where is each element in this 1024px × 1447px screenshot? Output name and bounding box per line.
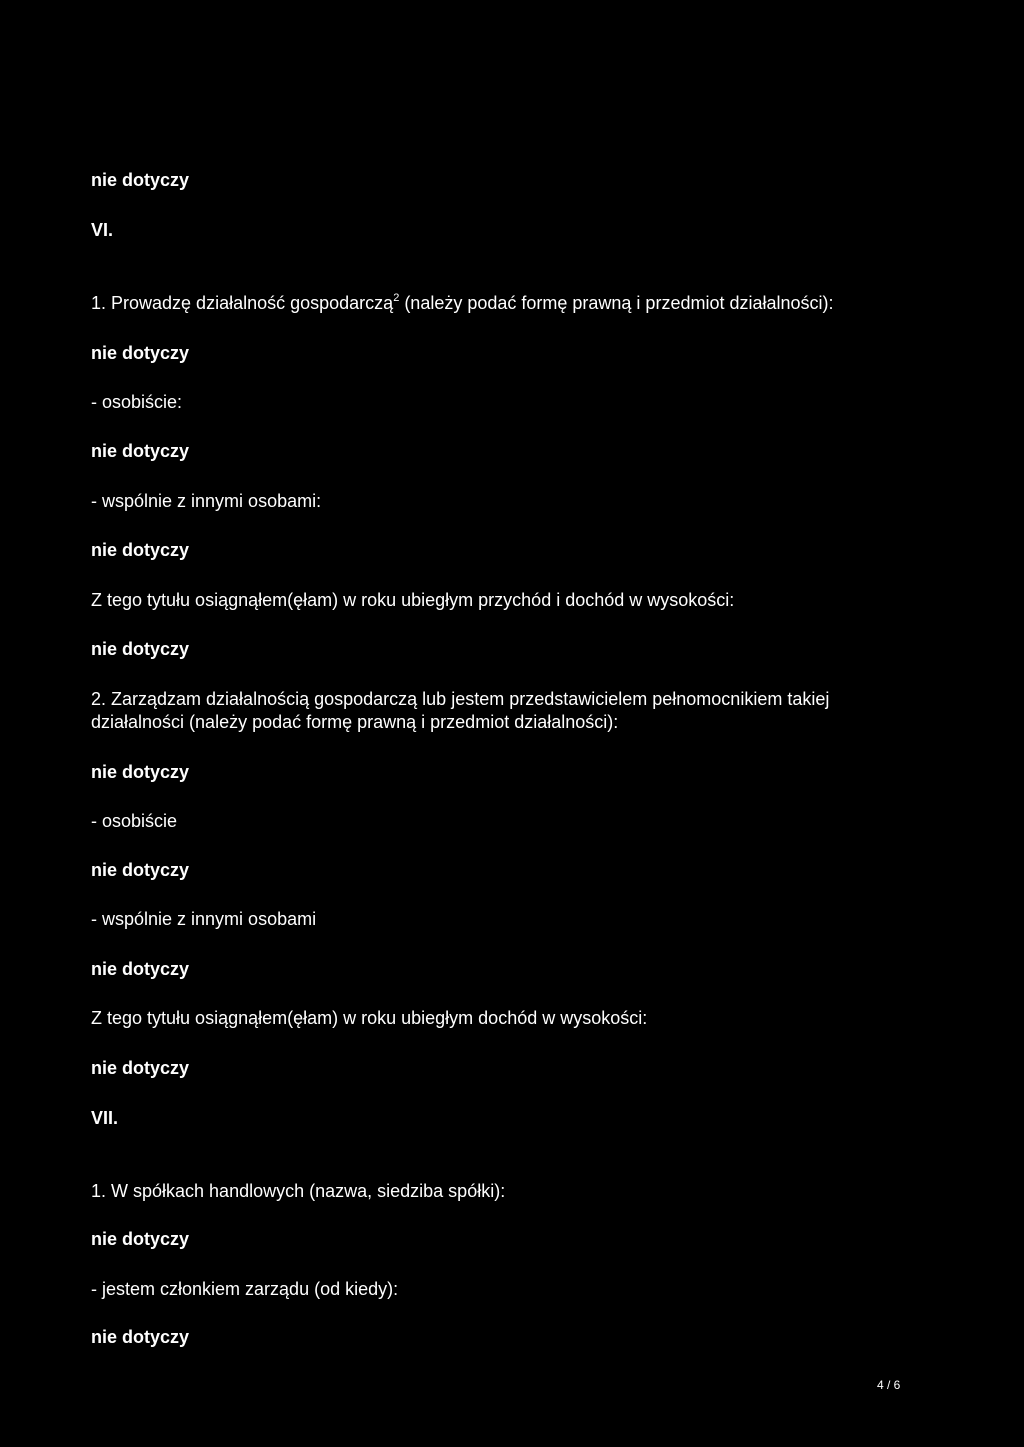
section-vi-item-2-line-2: działalności (należy podać formę prawną i przedmiot działalności): bbox=[91, 712, 619, 732]
answer-text: nie dotyczy bbox=[91, 170, 190, 190]
answer-text: nie dotyczy bbox=[91, 441, 190, 461]
item-1-personal-label: - osobiście: bbox=[91, 392, 183, 412]
item-1-joint-label: - wspólnie z innymi osobami: bbox=[91, 491, 322, 511]
answer-text: nie dotyczy bbox=[91, 639, 190, 659]
answer-text: nie dotyczy bbox=[91, 343, 190, 363]
board-member-label: - jestem członkiem zarządu (od kiedy): bbox=[91, 1279, 399, 1299]
answer-text: nie dotyczy bbox=[91, 959, 190, 979]
section-heading-vi: VI. bbox=[91, 220, 114, 240]
section-vii-item-1: 1. W spółkach handlowych (nazwa, siedziba spółki): bbox=[91, 1181, 506, 1201]
answer-text: nie dotyczy bbox=[91, 1229, 190, 1249]
item-1-text-suffix: (należy podać formę prawną i przedmiot działalności): bbox=[399, 293, 834, 313]
item-2-joint-label: - wspólnie z innymi osobami bbox=[91, 909, 317, 929]
item-1-text: 1. Prowadzę działalność gospodarczą bbox=[91, 293, 394, 313]
section-heading-vii: VII. bbox=[91, 1108, 119, 1128]
footnote-marker: 2 bbox=[393, 292, 400, 304]
section-vi-item-2-line-1: 2. Zarządzam działalnością gospodarczą lub jestem przedstawicielem pełnomocnikiem takiej bbox=[91, 689, 830, 709]
answer-text: nie dotyczy bbox=[91, 762, 190, 782]
answer-text: nie dotyczy bbox=[91, 860, 190, 880]
section-vi-item-1 bbox=[91, 292, 834, 314]
answer-text: nie dotyczy bbox=[91, 540, 190, 560]
item-2-personal-label: - osobiście bbox=[91, 811, 178, 831]
answer-text: nie dotyczy bbox=[91, 1327, 190, 1347]
page-number: 4 / 6 bbox=[877, 1378, 901, 1392]
item-1-income-label: Z tego tytułu osiągnąłem(ęłam) w roku ubiegłym przychód i dochód w wysokości: bbox=[91, 590, 735, 610]
answer-text: nie dotyczy bbox=[91, 1058, 190, 1078]
item-2-income-label: Z tego tytułu osiągnąłem(ęłam) w roku ubiegłym dochód w wysokości: bbox=[91, 1008, 648, 1028]
